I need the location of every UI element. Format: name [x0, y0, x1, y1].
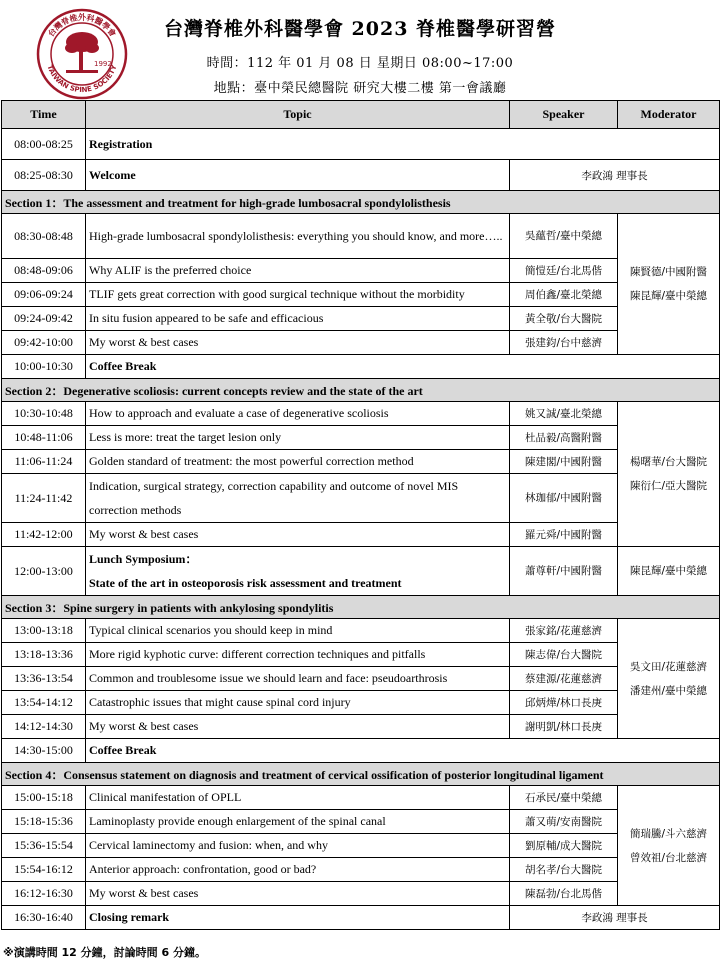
time-cell: 15:00-15:18	[2, 786, 86, 810]
table-row	[2, 402, 720, 426]
table-row	[2, 474, 720, 523]
speaker-cell: 簡愷廷/台北馬偕	[510, 259, 618, 283]
moderator-cell: 陳昆輝/臺中榮總	[618, 547, 720, 596]
table-row	[2, 259, 720, 283]
section-row	[2, 191, 720, 214]
moderator-name: 簡瑞騰/斗六慈濟	[629, 827, 708, 840]
topic-cell: Closing remark	[86, 906, 510, 930]
topic-cell	[86, 547, 510, 596]
time-cell: 11:06-11:24	[2, 450, 86, 474]
topic-cell: Coffee Break	[86, 355, 720, 379]
topic-cell: Laminoplasty provide enough enlargement of the spinal canal	[86, 810, 510, 834]
speaker-cell: 張家銘/花蓮慈濟	[510, 619, 618, 643]
section-title: Section 2：Degenerative scoliosis: current concepts review and the state of the art	[2, 379, 720, 402]
section-title: Section 3：Spine surgery in patients with ankylosing spondylitis	[2, 596, 720, 619]
speaker-cell: 邱炳燁/林口長庚	[510, 691, 618, 715]
moderator-name: 陳衍仁/亞大醫院	[629, 480, 708, 492]
topic-cell: Clinical manifestation of OPLL	[86, 786, 510, 810]
moderator-name: 楊曙華/台大醫院	[629, 456, 708, 468]
time-cell: 13:00-13:18	[2, 619, 86, 643]
moderator-cell	[618, 786, 720, 906]
table-row	[2, 810, 720, 834]
time-cell: 10:30-10:48	[2, 402, 86, 426]
host-cell: 李政鴻 理事長	[510, 160, 720, 191]
table-row	[2, 739, 720, 763]
topic-cell: My worst & best cases	[86, 882, 510, 906]
time-cell: 09:42-10:00	[2, 331, 86, 355]
topic-cell: Golden standard of treatment: the most powerful correction method	[86, 450, 510, 474]
section-row	[2, 763, 720, 786]
moderator-name: 陳昆輝/臺中榮總	[629, 290, 708, 302]
time-cell: 08:00-08:25	[2, 129, 86, 160]
topic-cell: In situ fusion appeared to be safe and efficacious	[86, 307, 510, 331]
moderator-cell	[618, 402, 720, 547]
time-cell: 08:48-09:06	[2, 259, 86, 283]
speaker-cell: 胡名孝/台大醫院	[510, 858, 618, 882]
table-row	[2, 450, 720, 474]
speaker-cell: 陳建閣/中國附醫	[510, 450, 618, 474]
topic-cell: More rigid kyphotic curve: different correction techniques and pitfalls	[86, 643, 510, 667]
table-row	[2, 643, 720, 667]
col-time: Time	[2, 101, 86, 129]
time-cell: 08:25-08:30	[2, 160, 86, 191]
time-cell: 13:18-13:36	[2, 643, 86, 667]
moderator-cell	[618, 619, 720, 739]
table-row	[2, 160, 720, 191]
logo-bottom-text: TAIWAN SPINE SOCIETY	[45, 63, 119, 95]
section-row	[2, 596, 720, 619]
time-cell: 14:30-15:00	[2, 739, 86, 763]
topic-cell: My worst & best cases	[86, 715, 510, 739]
section-title: Section 1：The assessment and treatment for high-grade lumbosacral spondylolisthesis	[2, 191, 720, 214]
topic-cell: How to approach and evaluate a case of degenerative scoliosis	[86, 402, 510, 426]
topic-cell: Why ALIF is the preferred choice	[86, 259, 510, 283]
col-topic: Topic	[86, 101, 510, 129]
topic-cell: Typical clinical scenarios you should keep in mind	[86, 619, 510, 643]
topic-cell: Cervical laminectomy and fusion: when, and why	[86, 834, 510, 858]
table-row	[2, 906, 720, 930]
table-header-row	[2, 101, 720, 129]
lunch-title: Lunch Symposium：	[89, 552, 198, 566]
speaker-cell: 杜品毅/高醫附醫	[510, 426, 618, 450]
speaker-cell: 林珈郁/中國附醫	[510, 474, 618, 523]
moderator-cell	[618, 214, 720, 355]
topic-cell: Welcome	[86, 160, 510, 191]
table-row	[2, 786, 720, 810]
time-cell: 11:24-11:42	[2, 474, 86, 523]
topic-cell: Registration	[86, 129, 720, 160]
time-cell: 14:12-14:30	[2, 715, 86, 739]
time-cell: 10:00-10:30	[2, 355, 86, 379]
speaker-cell: 姚又誠/臺北榮總	[510, 402, 618, 426]
topic-cell: Indication, surgical strategy, correction capability and outcome of novel MIS correction methods	[86, 474, 510, 523]
logo-top-text: 台灣脊椎外科醫學會	[46, 13, 118, 39]
table-row	[2, 307, 720, 331]
topic-cell: My worst & best cases	[86, 331, 510, 355]
section-row	[2, 379, 720, 402]
event-location: 地點：臺中榮民總醫院 研究大樓二樓 第一會議廳	[213, 81, 507, 96]
moderator-name: 陳賢德/中國附醫	[629, 266, 708, 278]
lunch-topic: State of the art in osteoporosis risk assessment and treatment	[89, 576, 402, 590]
time-cell: 13:36-13:54	[2, 667, 86, 691]
time-cell: 12:00-13:00	[2, 547, 86, 596]
col-moderator: Moderator	[618, 101, 720, 129]
speaker-cell: 石承民/臺中榮總	[510, 786, 618, 810]
time-cell: 16:30-16:40	[2, 906, 86, 930]
speaker-cell: 謝明凱/林口長庚	[510, 715, 618, 739]
host-cell: 李政鴻 理事長	[510, 906, 720, 930]
time-cell: 15:36-15:54	[2, 834, 86, 858]
table-row	[2, 355, 720, 379]
footnote: ※演講時間 12 分鐘，討論時間 6 分鐘。	[3, 946, 206, 959]
col-speaker: Speaker	[510, 101, 618, 129]
topic-cell: Less is more: treat the target lesion only	[86, 426, 510, 450]
topic-cell: TLIF gets great correction with good surgical technique without the morbidity	[86, 283, 510, 307]
moderator-name: 吳文田/花蓮慈濟	[629, 660, 708, 673]
time-cell: 08:30-08:48	[2, 214, 86, 259]
table-row	[2, 834, 720, 858]
time-cell: 15:54-16:12	[2, 858, 86, 882]
section-title: Section 4：Consensus statement on diagnosis and treatment of cervical ossification of posterior longitudinal ligament	[2, 763, 720, 786]
time-cell: 15:18-15:36	[2, 810, 86, 834]
event-time: 時間：112 年 01 月 08 日 星期日 08:00~17:00	[206, 56, 514, 71]
table-row	[2, 715, 720, 739]
time-cell: 09:24-09:42	[2, 307, 86, 331]
speaker-cell: 蕭尊軒/中國附醫	[510, 547, 618, 596]
time-cell: 16:12-16:30	[2, 882, 86, 906]
speaker-cell: 蕭又萌/安南醫院	[510, 810, 618, 834]
schedule-table	[1, 100, 720, 930]
table-row	[2, 426, 720, 450]
topic-cell: High-grade lumbosacral spondylolisthesis: everything you should know, and more…..	[86, 214, 510, 259]
table-row	[2, 214, 720, 259]
header	[0, 0, 720, 100]
table-row	[2, 523, 720, 547]
speaker-cell: 張建鈞/台中慈濟	[510, 331, 618, 355]
speaker-cell: 黃全敬/台大醫院	[510, 307, 618, 331]
speaker-cell: 陳磊勃/台北馬偕	[510, 882, 618, 906]
topic-cell: Coffee Break	[86, 739, 720, 763]
table-row	[2, 882, 720, 906]
topic-cell: Common and troublesome issue we should learn and face: pseudoarthrosis	[86, 667, 510, 691]
page-title: 台灣脊椎外科醫學會 2023 脊椎醫學研習營	[163, 18, 557, 40]
moderator-name: 潘建州/臺中榮總	[629, 684, 708, 697]
moderator-name: 曾效祖/台北慈濟	[629, 851, 708, 864]
table-row	[2, 619, 720, 643]
speaker-cell: 吳蘊哲/臺中榮總	[510, 214, 618, 259]
time-cell: 13:54-14:12	[2, 691, 86, 715]
topic-cell: Catastrophic issues that might cause spinal cord injury	[86, 691, 510, 715]
logo-year: 1992	[94, 60, 112, 68]
time-cell: 10:48-11:06	[2, 426, 86, 450]
table-row	[2, 858, 720, 882]
speaker-cell: 周伯鑫/臺北榮總	[510, 283, 618, 307]
speaker-cell: 蔡建源/花蓮慈濟	[510, 667, 618, 691]
table-row	[2, 331, 720, 355]
topic-cell: My worst & best cases	[86, 523, 510, 547]
time-cell: 11:42-12:00	[2, 523, 86, 547]
table-row	[2, 129, 720, 160]
topic-cell: Anterior approach: confrontation, good or bad?	[86, 858, 510, 882]
speaker-cell: 劉原輔/成大醫院	[510, 834, 618, 858]
table-row	[2, 691, 720, 715]
table-row	[2, 547, 720, 596]
table-row	[2, 667, 720, 691]
time-cell: 09:06-09:24	[2, 283, 86, 307]
speaker-cell: 陳志偉/台大醫院	[510, 643, 618, 667]
speaker-cell: 羅元舜/中國附醫	[510, 523, 618, 547]
table-row	[2, 283, 720, 307]
